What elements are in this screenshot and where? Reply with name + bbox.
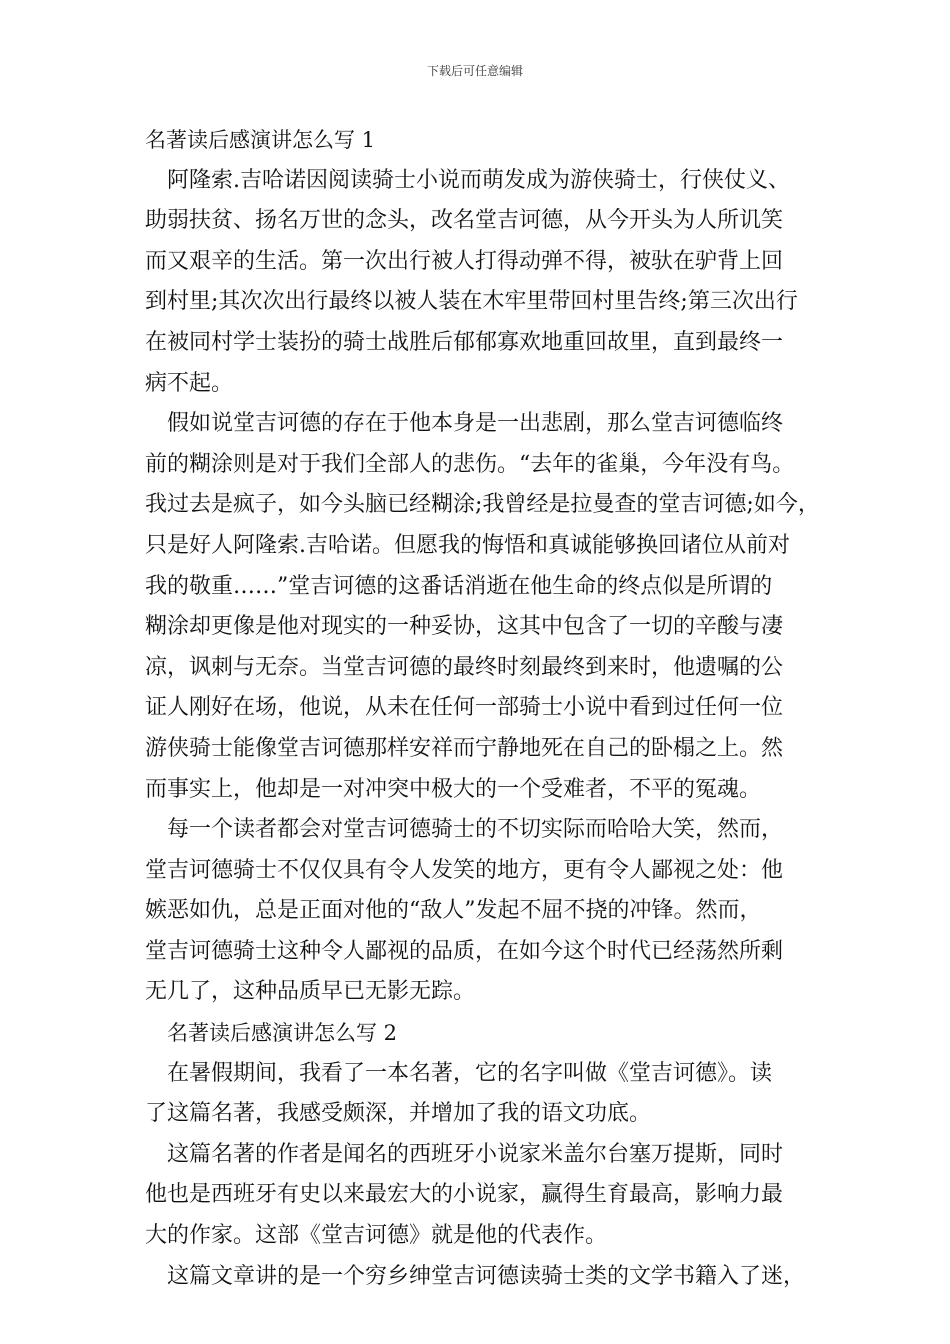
text-line: 证人刚好在场，他说，从未在任何一部骑士小说中看到过任何一位 [145,695,784,721]
text-line: 在被同村学士装扮的骑士战胜后郁郁寡欢地重回故里，直到最终一 [145,329,784,355]
text-line: 而事实上，他却是一对冲突中极大的一个受难者，不平的冤魂。 [145,776,762,802]
text-line: 阿隆索.吉哈诺因阅读骑士小说而萌发成为游侠骑士，行侠仗义、 [167,167,790,193]
text-line: 每一个读者都会对堂吉诃德骑士的不切实际而哈哈大笑，然而， [167,817,784,843]
text-line: 而又艰辛的生活。第一次出行被人打得动弹不得，被驮在驴背上回 [145,248,784,274]
text-line: 堂吉诃德骑士不仅仅具有令人发笑的地方，更有令人鄙视之处：他 [145,857,784,883]
text-line: 助弱扶贫、扬名万世的念头，改名堂吉诃德，从今开头为人所讥笑 [145,208,784,234]
text-line: 糊涂却更像是他对现实的一种妥协，这其中包含了一切的辛酸与凄 [145,614,784,640]
text-line: 假如说堂吉诃德的存在于他本身是一出悲剧，那么堂吉诃德临终 [167,411,784,437]
text-line: 只是好人阿隆索.吉哈诺。但愿我的悔悟和真诚能够换回诸位从前对 [145,532,790,558]
text-line: 在暑假期间，我看了一本名著，它的名字叫做《堂吉诃德》。读 [167,1060,773,1086]
text-line: 凉，讽刺与无奈。当堂吉诃德的最终时刻最终到来时，他遗嘱的公 [145,654,784,680]
text-line: 堂吉诃德骑士这种令人鄙视的品质，在如今这个时代已经荡然所剩 [145,938,784,964]
text-line: 到村里;其次次出行最终以被人装在木牢里带回村里告终;第三次出行 [145,289,798,315]
page-header-note: 下载后可任意编辑 [426,64,523,78]
document-body [145,120,820,1297]
text-line: 这篇名著的作者是闻名的西班牙小说家米盖尔台塞万提斯，同时 [167,1141,784,1167]
text-line: 这篇文章讲的是一个穷乡绅堂吉诃德读骑士类的文学书籍入了迷， [167,1263,806,1289]
text-line: 无几了，这种品质早已无影无踪。 [145,979,476,1005]
text-line: 大的作家。这部《堂吉诃德》就是他的代表作。 [145,1223,608,1249]
text-line: 我过去是疯子，如今头脑已经糊涂;我曾经是拉曼查的堂吉诃德;如今， [145,492,820,518]
text-line: 前的糊涂则是对于我们全部人的悲伤。“去年的雀巢，今年没有鸟。 [145,451,795,477]
text-line: 我的敬重……”堂吉诃德的这番话消逝在他生命的终点似是所谓的 [145,573,773,599]
text-line: 了这篇名著，我感受颇深，并增加了我的语文功底。 [145,1101,652,1127]
section-heading: 名著读后感演讲怎么写 2 [167,1021,398,1046]
text-line: 病不起。 [145,370,234,396]
text-line: 嫉恶如仇，总是正面对他的“敌人”发起不屈不挠的冲锋。然而， [145,898,762,924]
text-line: 他也是西班牙有史以来最宏大的小说家，赢得生育最高，影响力最 [145,1182,784,1208]
section-heading: 名著读后感演讲怎么写 1 [145,128,376,152]
text-line: 游侠骑士能像堂吉诃德那样安祥而宁静地死在自己的卧榻之上。然 [145,735,784,761]
